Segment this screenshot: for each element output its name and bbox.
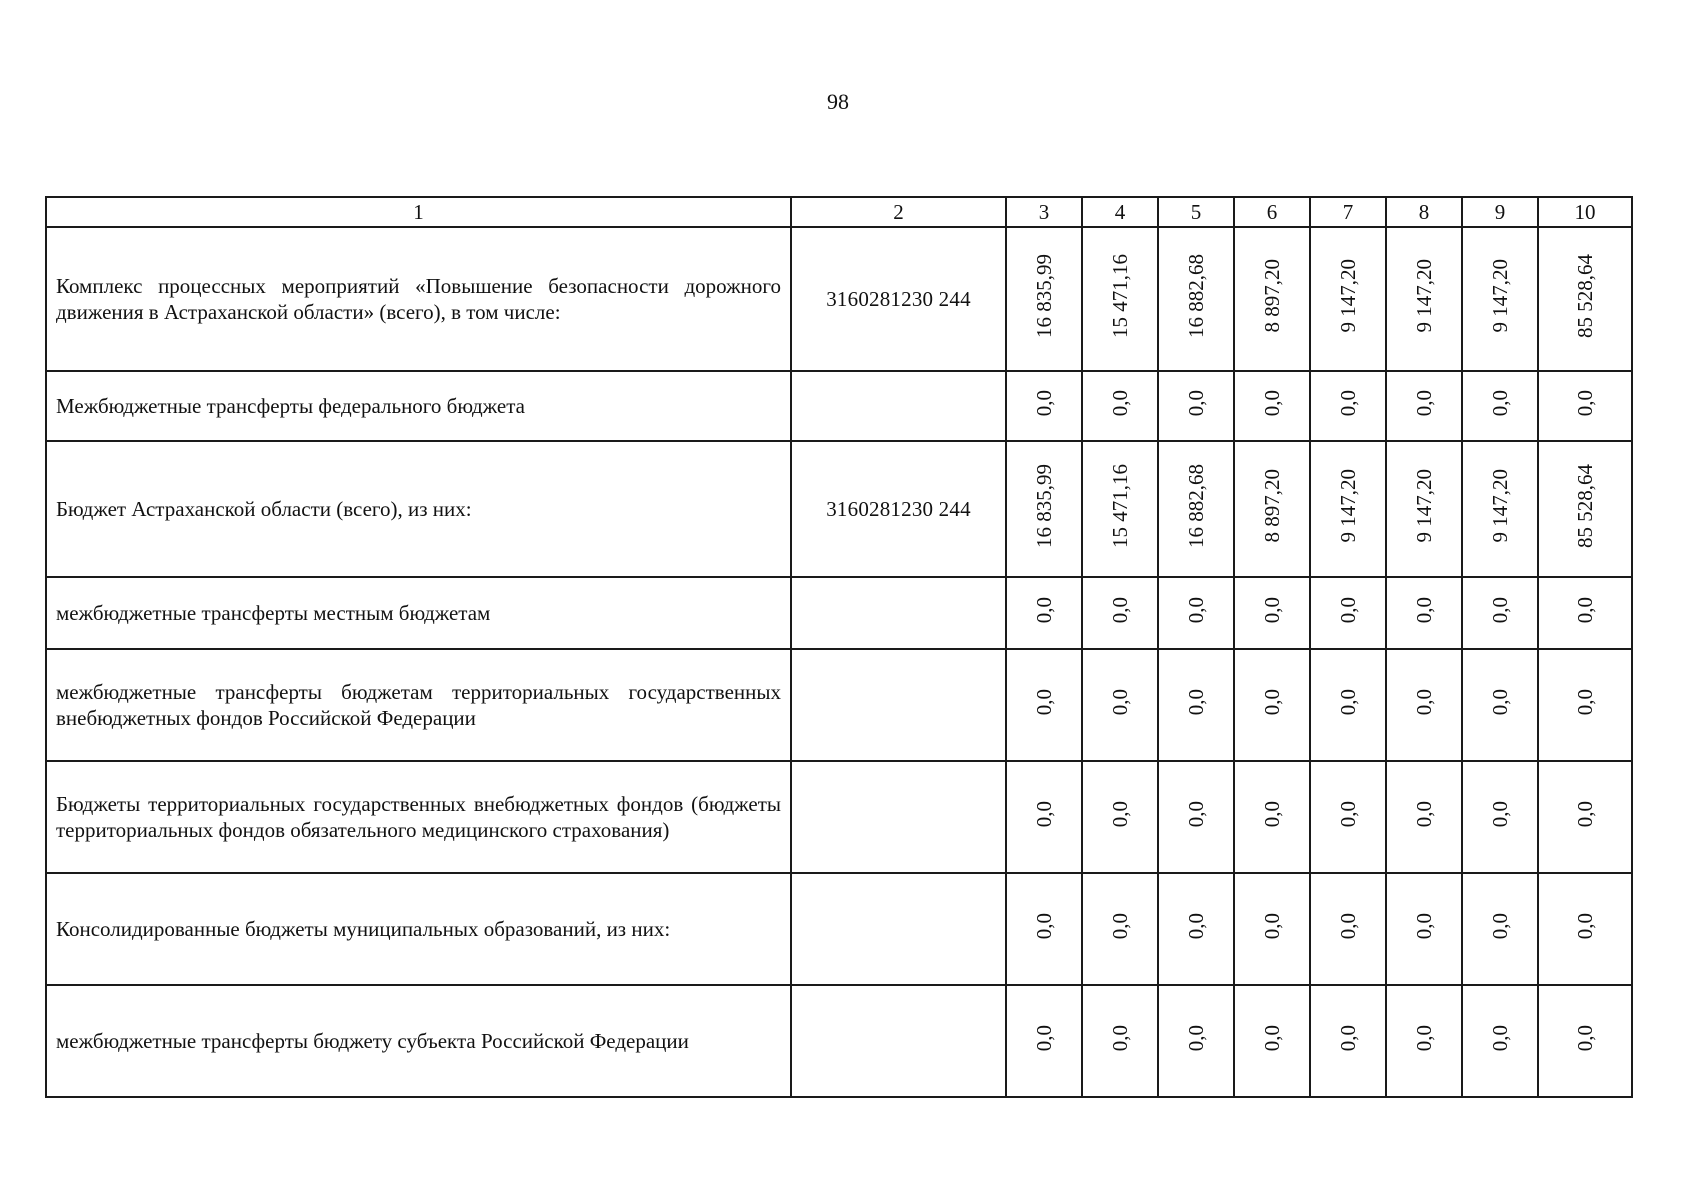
value-cell [1462,873,1538,985]
value-cell [1158,577,1234,649]
value-cell [1310,873,1386,985]
value-cell [1082,441,1158,577]
value-text: 0,0 [1573,688,1597,716]
value-text: 0,0 [1488,912,1512,940]
value-cell [1082,371,1158,441]
column-header: 2 [791,197,1006,227]
value-text: 0,0 [1184,912,1208,940]
value-cell [1386,649,1462,761]
value-text: 0,0 [1488,389,1512,417]
column-header: 10 [1538,197,1632,227]
value-text: 0,0 [1336,912,1360,940]
row-code [791,649,1006,761]
value-text: 0,0 [1412,1024,1436,1052]
value-text: 0,0 [1336,389,1360,417]
row-description-text: Межбюджетные трансферты федерального бюджета [56,394,525,418]
value-text: 0,0 [1412,596,1436,624]
value-cell [1386,577,1462,649]
value-text: 8 897,20 [1260,469,1284,543]
value-cell [1006,761,1082,873]
value-text: 0,0 [1412,389,1436,417]
value-cell [1310,761,1386,873]
value-text: 0,0 [1260,389,1284,417]
value-text: 0,0 [1573,389,1597,417]
row-description-text: межбюджетные трансферты местным бюджетам [56,601,491,625]
value-text: 0,0 [1108,800,1132,828]
column-header: 7 [1310,197,1386,227]
value-text: 0,0 [1108,688,1132,716]
row-description [46,985,791,1097]
value-text: 9 147,20 [1336,469,1360,543]
value-text: 0,0 [1336,596,1360,624]
value-cell [1538,873,1632,985]
value-cell [1234,227,1310,371]
row-description-text: межбюджетные трансферты бюджетам территориальных государственных внебюджетных фондов Российской Федерации [56,680,781,730]
value-text: 0,0 [1184,389,1208,417]
row-description [46,649,791,761]
table-row [46,985,1632,1097]
header-row [46,197,1632,227]
value-text: 0,0 [1184,1024,1208,1052]
value-cell [1462,371,1538,441]
table-row [46,227,1632,371]
value-cell [1310,371,1386,441]
value-text: 16 835,99 [1032,464,1056,548]
row-code [791,761,1006,873]
value-cell [1386,441,1462,577]
value-text: 0,0 [1573,1024,1597,1052]
value-text: 0,0 [1488,1024,1512,1052]
table-row [46,649,1632,761]
row-description [46,371,791,441]
value-cell [1158,649,1234,761]
value-text: 0,0 [1260,596,1284,624]
value-cell [1158,761,1234,873]
value-text: 0,0 [1336,688,1360,716]
value-text: 0,0 [1412,800,1436,828]
value-text: 0,0 [1260,1024,1284,1052]
table-row [46,371,1632,441]
value-cell [1234,761,1310,873]
value-cell [1310,985,1386,1097]
row-code: 3160281230 244 [791,441,1006,577]
value-text: 0,0 [1412,912,1436,940]
row-description-text: Бюджеты территориальных государственных внебюджетных фондов (бюджеты территориальных фондов обязательного медицинского страхования) [56,792,781,842]
value-text: 0,0 [1573,800,1597,828]
value-cell [1158,985,1234,1097]
table-row [46,873,1632,985]
value-cell [1234,873,1310,985]
table-row [46,577,1632,649]
value-text: 0,0 [1336,800,1360,828]
value-text: 0,0 [1108,1024,1132,1052]
value-text: 0,0 [1260,688,1284,716]
value-cell [1538,371,1632,441]
value-cell [1462,985,1538,1097]
value-text: 0,0 [1336,1024,1360,1052]
value-text: 0,0 [1032,596,1056,624]
value-text: 85 528,64 [1573,254,1597,338]
column-header: 3 [1006,197,1082,227]
value-cell [1538,227,1632,371]
value-cell [1538,441,1632,577]
table-row [46,761,1632,873]
column-header: 6 [1234,197,1310,227]
row-description [46,873,791,985]
value-cell [1386,873,1462,985]
row-code [791,985,1006,1097]
value-cell [1158,371,1234,441]
row-code [791,873,1006,985]
value-cell [1386,985,1462,1097]
row-description [46,441,791,577]
value-text: 0,0 [1032,688,1056,716]
value-text: 15 471,16 [1108,254,1132,338]
value-cell [1082,577,1158,649]
value-cell [1310,577,1386,649]
value-text: 0,0 [1573,596,1597,624]
value-cell [1234,441,1310,577]
value-text: 8 897,20 [1260,259,1284,333]
value-text: 9 147,20 [1412,469,1436,543]
value-text: 0,0 [1184,688,1208,716]
budget-table [45,196,1633,1098]
row-description-text: Консолидированные бюджеты муниципальных образований, из них: [56,917,671,941]
value-cell [1234,371,1310,441]
value-cell [1234,577,1310,649]
row-description-text: межбюджетные трансферты бюджету субъекта Российской Федерации [56,1029,689,1053]
row-description [46,761,791,873]
table-body [46,227,1632,1097]
value-cell [1082,873,1158,985]
value-text: 0,0 [1573,912,1597,940]
value-cell [1158,227,1234,371]
value-cell [1006,441,1082,577]
value-cell [1234,649,1310,761]
value-cell [1386,227,1462,371]
row-code: 3160281230 244 [791,227,1006,371]
value-text: 0,0 [1108,596,1132,624]
value-text: 16 882,68 [1184,254,1208,338]
value-cell [1082,649,1158,761]
value-cell [1006,985,1082,1097]
value-cell [1538,649,1632,761]
row-description [46,227,791,371]
value-cell [1234,985,1310,1097]
value-cell [1462,577,1538,649]
value-cell [1462,761,1538,873]
value-cell [1310,227,1386,371]
value-cell [1538,985,1632,1097]
value-cell [1082,227,1158,371]
value-text: 9 147,20 [1412,259,1436,333]
value-text: 0,0 [1032,912,1056,940]
value-text: 16 835,99 [1032,254,1056,338]
value-cell [1006,873,1082,985]
value-text: 0,0 [1184,800,1208,828]
value-text: 0,0 [1488,800,1512,828]
value-cell [1006,577,1082,649]
value-text: 0,0 [1032,1024,1056,1052]
value-text: 9 147,20 [1488,469,1512,543]
value-cell [1462,649,1538,761]
value-text: 0,0 [1032,389,1056,417]
row-description-text: Комплекс процессных мероприятий «Повышение безопасности дорожного движения в Астраханской области» (всего), в том числе: [56,274,781,324]
value-cell [1006,227,1082,371]
value-cell [1310,649,1386,761]
value-cell [1158,873,1234,985]
row-description-text: Бюджет Астраханской области (всего), из них: [56,497,472,521]
value-cell [1082,761,1158,873]
value-cell [1310,441,1386,577]
value-text: 0,0 [1108,912,1132,940]
value-text: 0,0 [1260,912,1284,940]
row-description [46,577,791,649]
value-text: 9 147,20 [1488,259,1512,333]
value-cell [1158,441,1234,577]
value-cell [1386,371,1462,441]
table-row [46,441,1632,577]
value-cell [1006,649,1082,761]
column-header: 8 [1386,197,1462,227]
value-text: 0,0 [1108,389,1132,417]
value-text: 0,0 [1260,800,1284,828]
column-header: 9 [1462,197,1538,227]
value-cell [1538,577,1632,649]
value-cell [1006,371,1082,441]
value-text: 85 528,64 [1573,464,1597,548]
value-text: 9 147,20 [1336,259,1360,333]
value-text: 0,0 [1032,800,1056,828]
page-number: 98 [827,89,849,114]
value-text: 0,0 [1488,596,1512,624]
column-header: 1 [46,197,791,227]
value-text: 0,0 [1412,688,1436,716]
value-cell [1462,441,1538,577]
value-text: 0,0 [1488,688,1512,716]
value-cell [1386,761,1462,873]
column-header: 4 [1082,197,1158,227]
row-code [791,577,1006,649]
value-cell [1538,761,1632,873]
value-text: 0,0 [1184,596,1208,624]
value-text: 15 471,16 [1108,464,1132,548]
value-cell [1082,985,1158,1097]
value-cell [1462,227,1538,371]
value-text: 16 882,68 [1184,464,1208,548]
column-header: 5 [1158,197,1234,227]
row-code [791,371,1006,441]
